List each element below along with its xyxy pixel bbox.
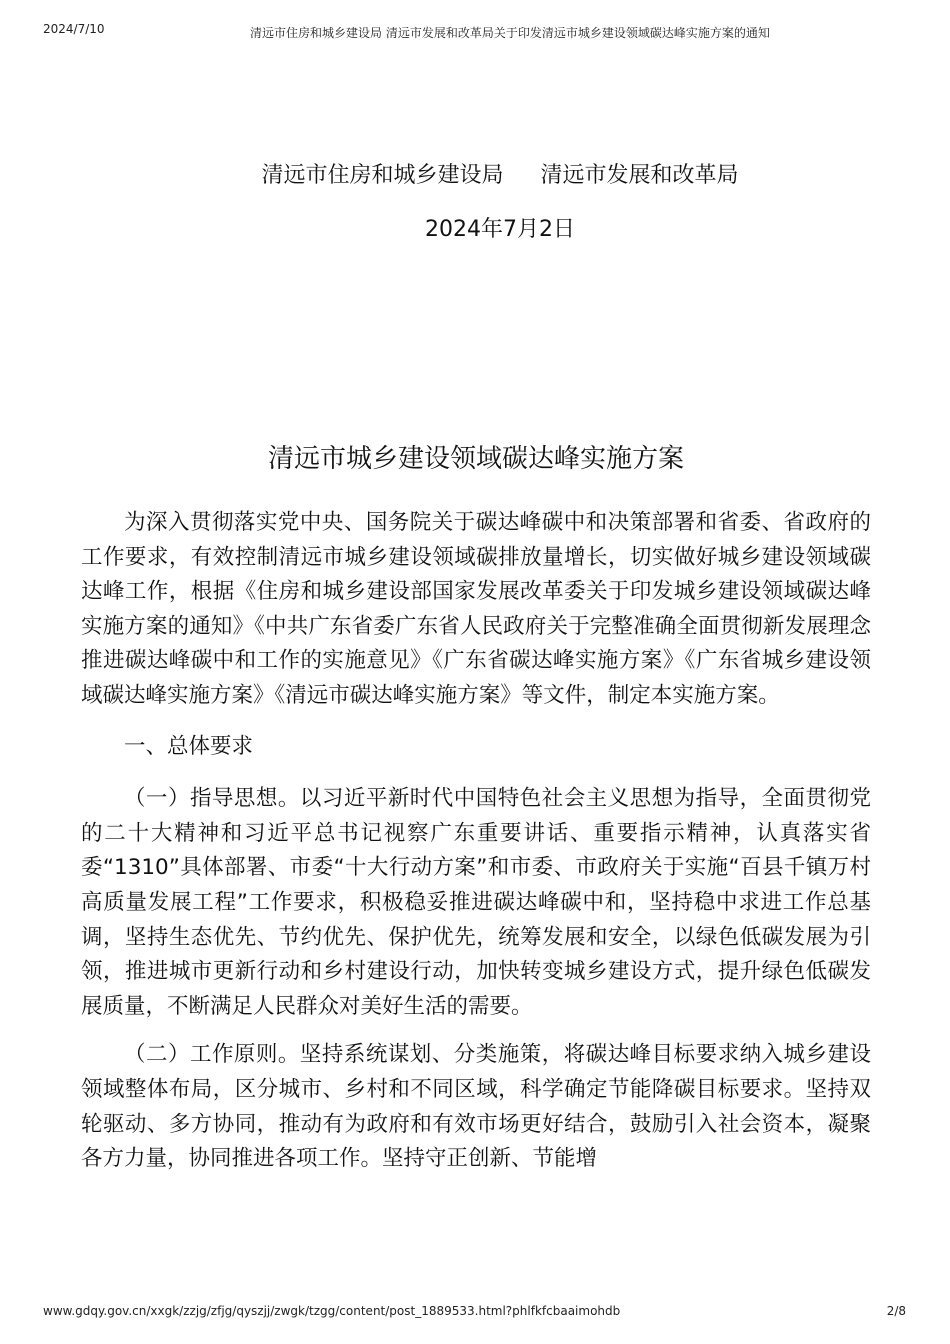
intro-paragraph: 为深入贯彻落实党中央、国务院关于碳达峰碳中和决策部署和省委、省政府的工作要求，有效控制清远市城乡建设领域碳排放量增长，切实做好城乡建设领域碳达峰工作，根据《住房和城乡建设部国家发展改革委关于印发城乡建设领域碳达峰实施方案的通知》《中共广东省委广东省人民政府关于完整准确全面贯彻新发展理念推进碳达峰碳中和工作的实施意见》《广东省碳达峰实施方案》《广东省城乡建设领域碳达峰实施方案》《清远市碳达峰实施方案》等文件，制定本实施方案。 (81, 510, 871, 708)
section-heading-general-requirements: 一、总体要求 (124, 733, 254, 759)
print-date: 2024/7/10 (43, 22, 105, 36)
document-title: 清远市城乡建设领域碳达峰实施方案 (267, 444, 684, 474)
issue-date: 2024年7月2日 (425, 217, 575, 242)
print-footer (0, 1304, 950, 1324)
work-principles-paragraph: （二）工作原则。坚持系统谋划、分类施策，将碳达峰目标要求纳入城乡建设领域整体布局，区分城市、乡村和不同区域，科学确定节能降碳目标要求。坚持双轮驱动、多方协同，推动有为政府和有效市场更好结合，鼓励引入社会资本，凝聚各方力量，协同推进各项工作。坚持守正创新、节能增 (81, 1042, 871, 1172)
page-url: www.gdqy.gov.cn/xxgk/zzjg/zfjg/qyszjj/zwgk/tzgg/content/post_1889533.html?phlfkfcbaaimohdb (43, 1304, 621, 1318)
issuer-development-bureau: 清远市发展和改革局 (540, 163, 739, 188)
page-number: 2/8 (886, 1304, 906, 1318)
guiding-ideology-paragraph: （一）指导思想。以习近平新时代中国特色社会主义思想为指导，全面贯彻党的二十大精神和习近平总书记视察广东重要讲话、重要指示精神，认真落实省委“1310”具体部署、市委“十大行动方案”和市委、市政府关于实施“百县千镇万村高质量发展工程”工作要求，积极稳妥推进碳达峰碳中和，坚持稳中求进工作总基调，坚持生态优先、节约优先、保护优先，统筹发展和安全，以绿色低碳发展为引领，推进城市更新行动和乡村建设行动，加快转变城乡建设方式，提升绿色低碳发展质量，不断满足人民群众对美好生活的需要。 (81, 786, 871, 1019)
document-body (81, 506, 871, 1191)
issuing-agencies (0, 158, 950, 189)
print-header (0, 22, 950, 42)
print-page-title: 清远市住房和城乡建设局 清远市发展和改革局关于印发清远市城乡建设领域碳达峰实施方案的通知 (250, 26, 770, 40)
issuer-housing-bureau: 清远市住房和城乡建设局 (261, 163, 504, 188)
